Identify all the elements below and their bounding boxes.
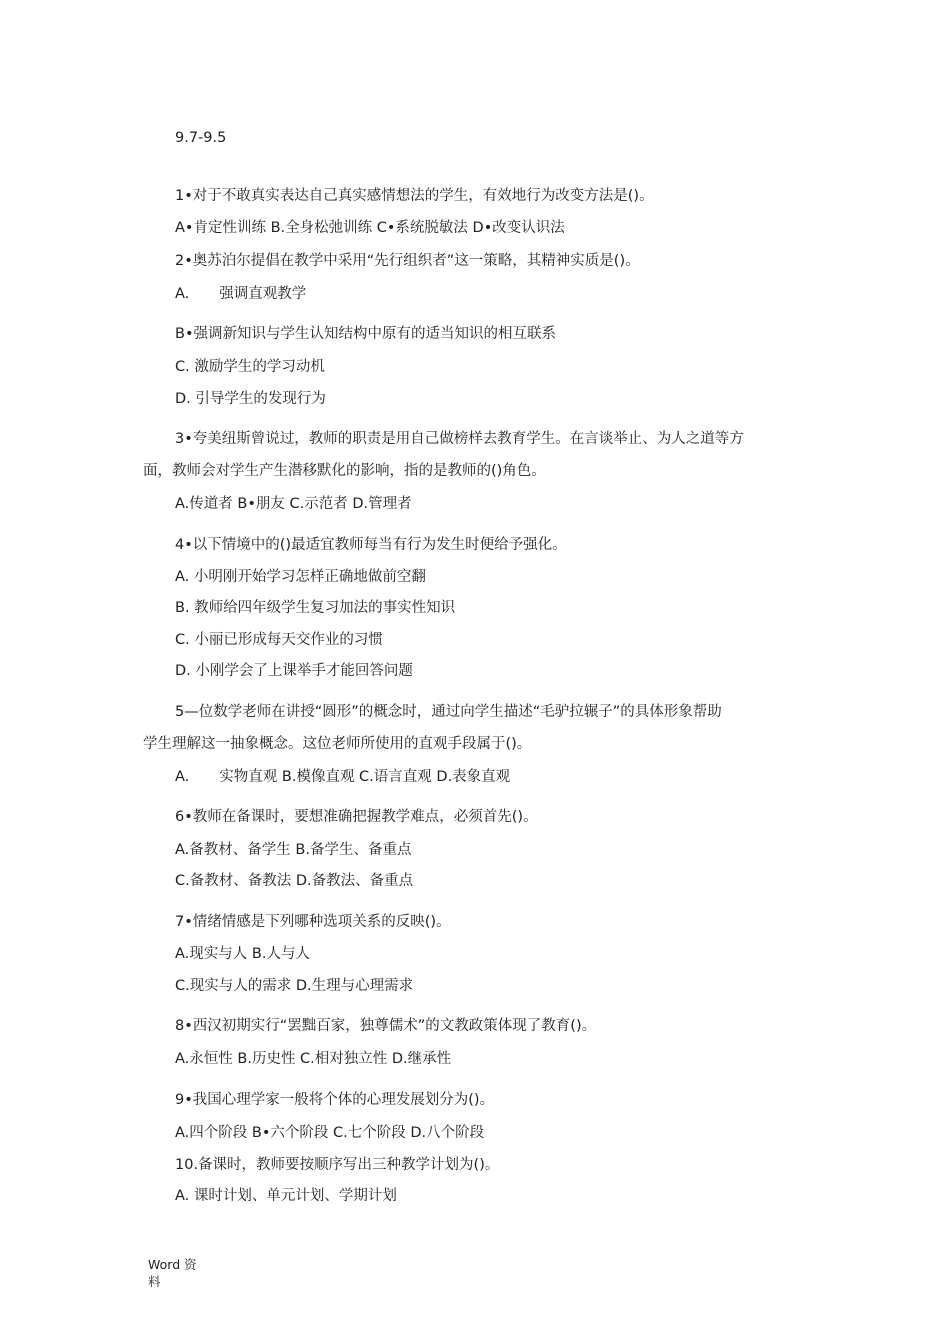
- question-6-stem: 6•教师在备课时，要想准确把握教学难点，必须首先()。: [175, 809, 538, 825]
- question-6-options-line-2: C.备教材、备教法 D.备教法、备重点: [175, 873, 414, 889]
- question-2-stem: 2•奥苏泊尔提倡在教学中采用“先行组织者”这一策略，其精神实质是()。: [175, 253, 640, 269]
- question-2-option-b: B•强调新知识与学生认知结构中原有的适当知识的相互联系: [175, 326, 556, 342]
- question-2-option-c: C. 激励学生的学习动机: [175, 359, 325, 375]
- question-3-stem-line-2: 面，教师会对学生产生潜移默化的影响，指的是教师的()角色。: [143, 463, 546, 479]
- question-4-option-d: D. 小刚学会了上课举手才能回答问题: [175, 663, 413, 679]
- question-10-stem: 10.备课时，教师要按顺序写出三种教学计划为()。: [175, 1157, 500, 1173]
- footer: [148, 1256, 208, 1290]
- option-a-label: A.: [175, 286, 190, 302]
- question-5-options: [175, 767, 510, 787]
- question-1-options: A•肯定性训练 B.全身松弛训练 C•系统脱敏法 D•改变认识法: [175, 220, 565, 236]
- date-range: 9.7-9.5: [175, 130, 227, 146]
- question-7-options-line-2: C.现实与人的需求 D.生理与心理需求: [175, 978, 414, 994]
- question-4-option-c: C. 小丽已形成每天交作业的习惯: [175, 632, 383, 648]
- question-4-stem: 4•以下情境中的()最适宜教师每当有行为发生时便给予强化。: [175, 537, 567, 553]
- question-7-options-line-1: A.现实与人 B.人与人: [175, 946, 310, 962]
- question-9-stem: 9•我国心理学家一般将个体的心理发展划分为()。: [175, 1092, 495, 1108]
- question-2-option-a: [175, 284, 306, 304]
- question-5-stem-line-2: 学生理解这一抽象概念。这位老师所使用的直观手段属于()。: [143, 736, 532, 752]
- question-6-options-line-1: A.备教材、备学生 B.备学生、备重点: [175, 842, 412, 858]
- question-3-stem-line-1: 3•夸美纽斯曾说过，教师的职责是用自己做榜样去教育学生。在言谈举止、为人之道等方: [175, 431, 744, 447]
- option-a-text: 强调直观教学: [219, 286, 307, 302]
- footer-line-1: Word 资: [148, 1257, 197, 1272]
- question-10-option-a: A. 课时计划、单元计划、学期计划: [175, 1188, 397, 1204]
- question-3-options: A.传道者 B•朋友 C.示范者 D.管理者: [175, 496, 412, 512]
- question-9-options: A.四个阶段 B•六个阶段 C.七个阶段 D.八个阶段: [175, 1125, 485, 1141]
- option-a-label: A.: [175, 769, 190, 785]
- question-8-stem: 8•西汉初期实行“罢黜百家，独尊儒术”的文教政策体现了教育()。: [175, 1018, 597, 1034]
- question-5-stem-line-1: 5—位数学老师在讲授“圆形”的概念时，通过向学生描述“毛驴拉辗子”的具体形象帮助: [175, 704, 722, 720]
- footer-line-2: 料: [148, 1274, 161, 1289]
- options-rest: 实物直观 B.模像直观 C.语言直观 D.表象直观: [219, 769, 511, 785]
- question-4-option-a: A. 小明刚开始学习怎样正确地做前空翻: [175, 569, 426, 585]
- question-8-options: A.永恒性 B.历史性 C.相对独立性 D.继承性: [175, 1051, 452, 1067]
- question-2-option-d: D. 引导学生的发现行为: [175, 391, 326, 407]
- question-4-option-b: B. 教师给四年级学生复习加法的事实性知识: [175, 600, 456, 616]
- question-1-stem: 1•对于不敢真实表达自己真实感情想法的学生，有效地行为改变方法是()。: [175, 188, 654, 204]
- question-7-stem: 7•情绪情感是下列哪种选项关系的反映()。: [175, 914, 451, 930]
